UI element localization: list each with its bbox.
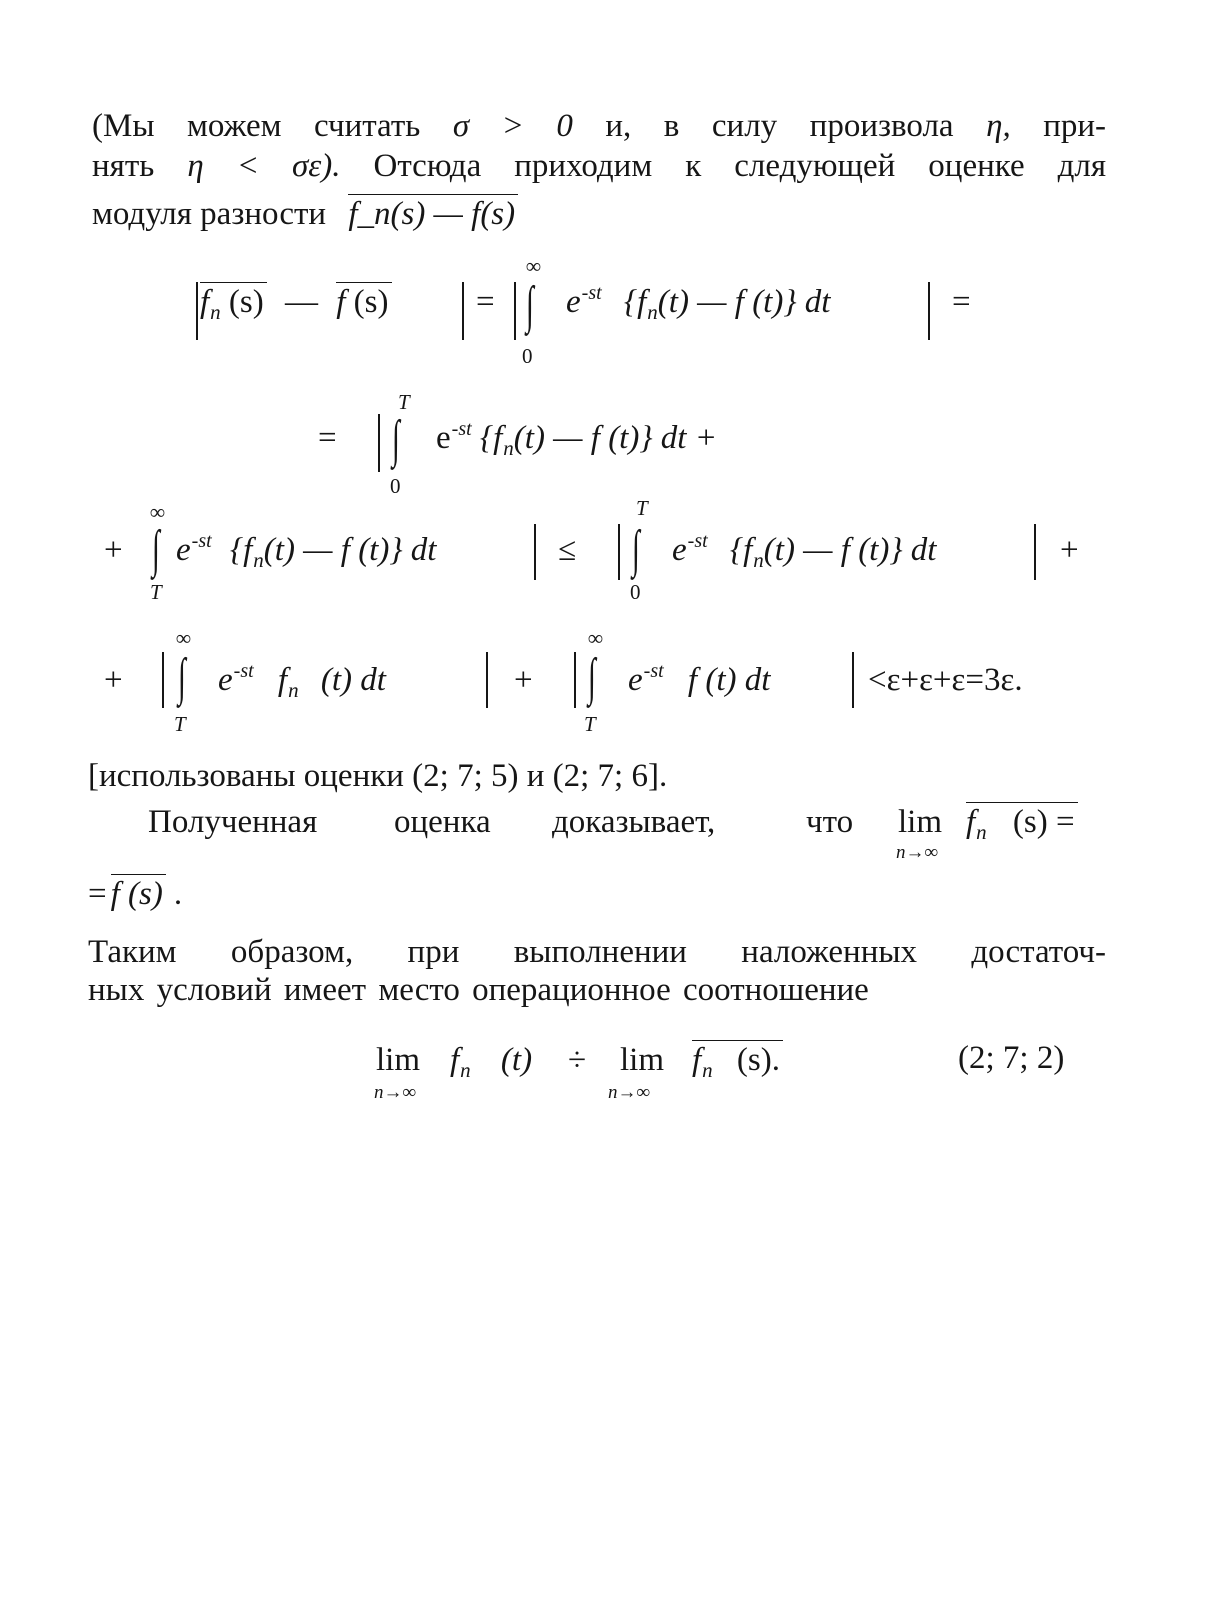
final-fn-s: $f_n$ (s). (692, 1040, 783, 1083)
integrand: $e^{-st}$ {$f_n(t)$ — f (t)} dt + (436, 418, 717, 460)
integral-lower-limit: 0 (630, 580, 641, 604)
paragraph3-word: оценка (394, 804, 491, 840)
text: модуля разности (92, 196, 327, 232)
final-lim1: lim (376, 1042, 421, 1078)
abs-bar (1034, 524, 1036, 580)
less-or-equal: ≤ (558, 532, 577, 568)
plus: + (514, 662, 533, 698)
word: силу (711, 108, 778, 144)
equals: = (952, 284, 971, 320)
abs-bar (162, 652, 164, 708)
integral-lower-limit: 0 (522, 344, 533, 368)
abs-bar (928, 282, 930, 340)
word: приходим (514, 148, 653, 184)
word: произвола (809, 108, 954, 144)
integrand: $e^{-st}$ {$f_n(t)$ — f (t)} dt (566, 282, 831, 324)
plus: + (1060, 532, 1079, 568)
abs-bar (486, 652, 488, 708)
word: к (685, 148, 702, 184)
integral-sign: ∫ (392, 411, 400, 468)
integral-lower-limit: T (584, 712, 596, 736)
paragraph3-line1: Полученная (148, 804, 318, 840)
word: и, (605, 108, 632, 144)
abs-bar (852, 652, 854, 708)
integral-upper-limit: ∞ (526, 254, 541, 278)
equals: = (318, 420, 337, 456)
math-inline: σ > 0 (452, 108, 573, 144)
paragraph1-line1 (92, 106, 1106, 146)
paragraph3-line2: = f (s) . (88, 876, 183, 912)
integral-lower-limit: T (150, 580, 162, 604)
paragraph2: [использованы оценки (2; 7; 5) и (2; 7; 6]. (88, 758, 668, 794)
abs-bar (514, 282, 516, 340)
integral-sign: ∫ (152, 521, 160, 578)
final-lim1-subscript: n→∞ (374, 1082, 417, 1103)
equation-number: (2; 7; 2) (958, 1040, 1065, 1076)
word: для (1057, 148, 1107, 184)
word: оценке (928, 148, 1025, 184)
word: в (663, 108, 680, 144)
integral-lower-limit: T (174, 712, 186, 736)
paragraph4-line1: Таким образом, при выполнении наложенных достаточ- (88, 934, 1106, 970)
integrand: $e^{-st}$ {$f_n(t)$ — f (t)} dt (176, 530, 437, 572)
abs-bar (618, 524, 620, 580)
word: следующей (734, 148, 896, 184)
integral-upper-limit: ∞ (176, 626, 191, 650)
integral-sign: ∫ (588, 649, 596, 706)
abs-bar (574, 652, 576, 708)
paragraph1-line3 (92, 194, 518, 234)
paragraph4-line2: ных условий имеет место операционное соотношение (88, 972, 869, 1008)
word: (Мы (92, 108, 155, 144)
word: Отсюда (373, 148, 482, 184)
abs-bar (196, 282, 198, 340)
integral-lower-limit: 0 (390, 474, 401, 498)
integral-sign: ∫ (178, 649, 186, 706)
abs-bar (378, 414, 380, 472)
lim-subscript: n→∞ (896, 842, 939, 863)
equals: = (476, 284, 495, 320)
abs-bar (462, 282, 464, 340)
result: <ε+ε+ε=3ε. (868, 662, 1023, 698)
equation-row1: $f_n$ (s) — f (s) (200, 282, 392, 325)
integrand: $e^{-st}$ {$f_n(t)$ — f (t)} dt (672, 530, 937, 572)
integral-upper-limit: ∞ (588, 626, 603, 650)
integral-upper-limit: ∞ (150, 500, 165, 524)
integral-sign: ∫ (632, 521, 640, 578)
math-inline: f_n(s) — f(s) (348, 194, 518, 232)
final-lim2-subscript: n→∞ (608, 1082, 651, 1103)
lim-operator: lim (898, 804, 943, 840)
paragraph3-word: что (806, 804, 854, 840)
integrand: $e^{-st}$ $f_n$ (t) dt (218, 660, 386, 702)
integral-upper-limit: T (636, 496, 648, 520)
math-inline: η, (986, 108, 1011, 144)
final-operator: ÷ (568, 1042, 587, 1078)
integrand: $e^{-st}$ f (t) dt (628, 660, 771, 698)
plus: + (104, 532, 123, 568)
integral-upper-limit: T (398, 390, 410, 414)
word: нять (92, 148, 155, 184)
final-fn-t: $f_n$ (t) (450, 1042, 533, 1082)
word: при- (1043, 108, 1107, 144)
integral-sign: ∫ (526, 277, 534, 334)
word: считать (313, 108, 421, 144)
word: можем (187, 108, 282, 144)
abs-bar (534, 524, 536, 580)
math-inline: η < σε). (187, 148, 341, 184)
paragraph1-line2 (92, 146, 1106, 186)
final-lim2: lim (620, 1042, 665, 1078)
paragraph3-word: доказывает, (552, 804, 716, 840)
limit-rhs: $f_n$ (s) = (966, 802, 1078, 845)
plus: + (104, 662, 123, 698)
